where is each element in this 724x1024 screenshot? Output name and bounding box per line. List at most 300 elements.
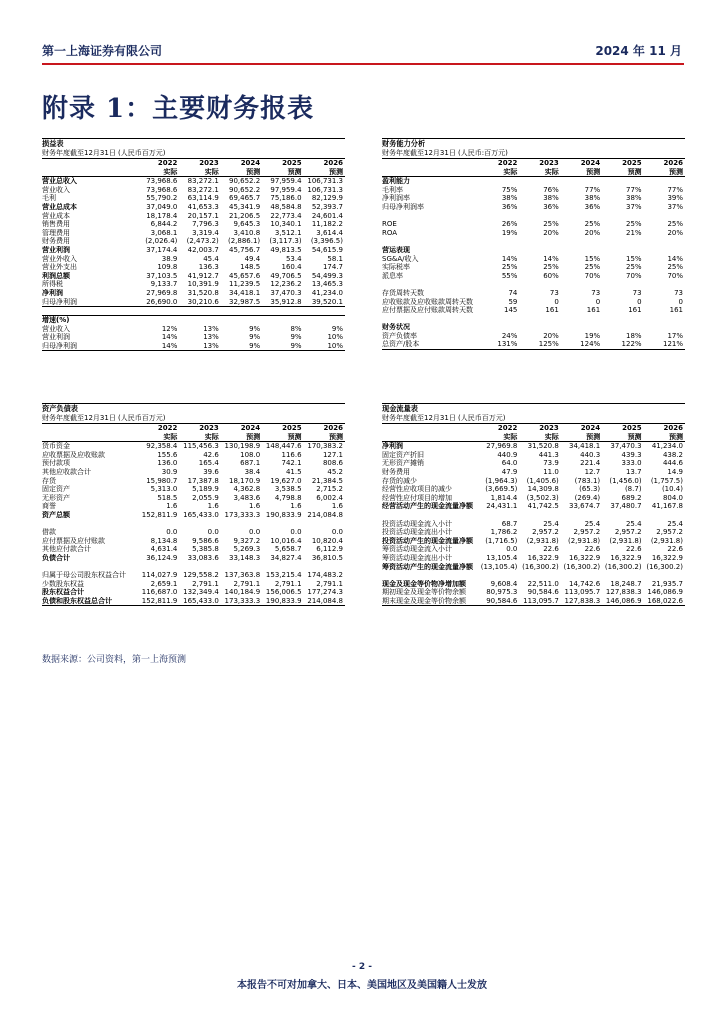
row-value: 47.9 — [501, 467, 518, 476]
row-value: 10,016.4 — [270, 536, 302, 545]
table-row — [382, 563, 685, 572]
row-value: 190,833.9 — [262, 597, 303, 606]
row-value: 174.7 — [322, 263, 343, 272]
row-value: 168,022.6 — [644, 597, 685, 606]
row-value: 22.6 — [625, 545, 642, 554]
row-label: 预付款项 — [42, 459, 70, 468]
row-value: 22,773.4 — [270, 211, 302, 220]
row-value: 90,584.6 — [478, 597, 519, 606]
row-label: 净利润率 — [382, 194, 410, 203]
row-value: 26% — [501, 220, 518, 229]
row-label: 营业外收入 — [42, 254, 77, 263]
row-label: 现金及现金等价物净增加额 — [382, 579, 466, 588]
header-blank — [42, 424, 138, 433]
row-value: 214,084.8 — [304, 597, 345, 606]
row-value: 74 — [508, 288, 518, 297]
row-label: 投资活动产生的现金流量净额 — [382, 536, 473, 545]
row-label: 净利润 — [42, 288, 63, 297]
row-value: 14% — [138, 342, 179, 351]
row-label: 投资活动现金流出小计 — [382, 528, 452, 537]
row-value: 37,480.7 — [610, 502, 642, 511]
row-value: (2,931.8) — [650, 536, 683, 545]
row-value: 18,170.9 — [229, 476, 261, 485]
row-value — [519, 280, 560, 289]
row-value: 45,341.9 — [229, 202, 261, 211]
row-value: (13,105.4) — [480, 562, 518, 571]
row-value: 37,470.3 — [270, 288, 302, 297]
row-value: 161 — [628, 306, 642, 315]
row-value: 1,786.2 — [490, 528, 518, 537]
table-row — [382, 451, 685, 460]
row-value: 106,731.3 — [307, 185, 343, 194]
row-value: (3,669.5) — [485, 485, 518, 494]
row-value: 70% — [667, 271, 683, 280]
row-value: 45,657.6 — [229, 271, 261, 280]
row-value: 146,086.9 — [602, 597, 643, 606]
row-value: 82,129.9 — [311, 194, 343, 203]
row-value: 2,791.1 — [316, 579, 343, 588]
year-cell: 2026 — [323, 159, 343, 167]
row-value: 18,248.7 — [610, 579, 642, 588]
row-value: 42.6 — [203, 450, 219, 459]
row-value: 10,391.9 — [187, 280, 219, 289]
row-value: 148,447.6 — [265, 442, 302, 451]
col-type-cell: 实际 — [519, 168, 560, 177]
row-label: 经营性应付项目的增加 — [382, 493, 452, 502]
row-label: 存货的减少 — [382, 476, 417, 485]
row-value: 11,182.2 — [311, 220, 343, 229]
table-row — [382, 468, 685, 477]
row-value: 49,813.5 — [270, 245, 302, 254]
row-label: 营业利润 — [42, 245, 70, 254]
year-cell: 2023 — [199, 424, 219, 432]
row-value: 4,362.8 — [233, 485, 261, 494]
row-value — [644, 280, 685, 289]
row-value: 36% — [543, 202, 559, 211]
row-value: 75% — [501, 185, 518, 194]
col-type-cell: 预测 — [602, 168, 643, 177]
cashflow-table — [382, 424, 685, 606]
row-value: 26,690.0 — [138, 298, 179, 307]
cashflow-type-header — [382, 433, 685, 442]
row-value — [519, 212, 560, 221]
row-value: 18% — [626, 331, 642, 340]
row-value: 27,969.8 — [146, 288, 178, 297]
table-row — [382, 502, 685, 511]
row-value: 160.4 — [281, 263, 302, 272]
row-value: 2,055.9 — [192, 493, 219, 502]
row-value: 0.0 — [290, 528, 302, 537]
row-value: 161 — [586, 306, 601, 315]
header-blank — [42, 433, 138, 442]
row-value: 9,133.7 — [150, 280, 178, 289]
row-value: 113,095.7 — [564, 588, 601, 597]
row-value: (3,117.3) — [269, 237, 302, 246]
row-value: 25% — [543, 263, 559, 272]
row-value: 124% — [561, 340, 602, 349]
row-value: 1.6 — [166, 502, 178, 511]
row-value: 0 — [554, 297, 559, 306]
row-value: 38.4 — [244, 467, 261, 476]
table-row — [42, 580, 345, 589]
row-value — [644, 212, 685, 221]
row-value: 115,456.3 — [183, 442, 219, 451]
row-value: (1,456.0) — [609, 476, 642, 485]
table-row — [42, 459, 345, 468]
row-value: 10% — [327, 333, 343, 342]
row-value: 31,520.8 — [187, 288, 219, 297]
row-value: 12.7 — [584, 467, 601, 476]
row-value: 36,810.5 — [311, 553, 343, 562]
row-value: 14% — [667, 254, 683, 263]
row-value: 37,470.3 — [610, 442, 642, 451]
col-type-cell: 实际 — [138, 433, 179, 442]
row-value: 444.6 — [662, 459, 683, 468]
row-value: 14.9 — [667, 467, 683, 476]
income-statement-panel — [42, 138, 345, 351]
row-value: 27,969.8 — [486, 442, 518, 451]
ratios-type-header — [382, 168, 685, 177]
row-value: 34,418.1 — [229, 288, 261, 297]
row-label: 存货周转天数 — [382, 288, 424, 297]
table-row — [382, 272, 685, 281]
balance-sheet-panel — [42, 403, 345, 606]
row-value: 14% — [161, 333, 178, 342]
row-value: 15% — [584, 254, 601, 263]
row-value: 3,483.6 — [233, 493, 261, 502]
row-value: 37% — [626, 202, 642, 211]
row-value: 3,538.5 — [274, 485, 302, 494]
row-value: 73.9 — [543, 459, 559, 468]
row-value: 25.4 — [625, 519, 642, 528]
section-row — [382, 323, 685, 332]
row-value: 38% — [584, 194, 601, 203]
header-blank — [382, 433, 478, 442]
row-value: 45.4 — [203, 254, 219, 263]
table-row — [42, 212, 345, 221]
row-value: 25.4 — [584, 519, 601, 528]
row-label: 其他应收款合计 — [42, 467, 91, 476]
row-value: 137,363.8 — [224, 571, 261, 580]
row-value: 5,189.9 — [192, 485, 219, 494]
row-value: 55,790.2 — [146, 194, 178, 203]
table-row — [42, 263, 345, 272]
row-value: 131% — [478, 340, 519, 349]
row-label: 期末现金及现金等价物余额 — [382, 597, 478, 606]
report-date: 2024 年 11 月 — [595, 44, 682, 58]
table-row — [42, 203, 345, 212]
row-value: 36,124.9 — [146, 553, 178, 562]
row-value: 31,520.8 — [527, 442, 559, 451]
row-value: 73 — [591, 288, 601, 297]
row-label: 实际税率 — [382, 263, 410, 272]
year-cell: 2025 — [282, 424, 302, 432]
row-value: (16,300.2) — [646, 562, 683, 571]
row-label: 负债和股东权益总合计 — [42, 597, 138, 606]
row-label: 其他应付款合计 — [42, 545, 91, 554]
row-value: 21,384.5 — [311, 476, 343, 485]
header-blank — [382, 159, 478, 168]
row-value: 53.4 — [285, 254, 302, 263]
spacer-row — [382, 237, 685, 246]
row-value: 13% — [203, 324, 219, 333]
col-type-cell: 预测 — [221, 433, 262, 442]
col-type-cell: 预测 — [602, 433, 643, 442]
row-value: 0.0 — [506, 545, 518, 554]
row-value: 83,272.1 — [187, 177, 219, 186]
table-row — [382, 255, 685, 264]
row-value: 17% — [667, 331, 683, 340]
row-value: 438.2 — [662, 450, 683, 459]
col-type-cell: 预测 — [221, 168, 262, 177]
row-label: 少数股东权益 — [42, 579, 84, 588]
table-row — [42, 451, 345, 460]
row-value: 2,791.1 — [192, 579, 219, 588]
row-value: 49,706.5 — [270, 271, 302, 280]
table-row — [382, 203, 685, 212]
row-value: 2,659.1 — [150, 579, 178, 588]
year-cell: 2022 — [157, 424, 178, 432]
row-value: 63,114.9 — [187, 194, 219, 203]
table-row — [382, 580, 685, 589]
row-label: 经营活动产生的现金流量净额 — [382, 502, 473, 511]
table-row — [42, 442, 345, 451]
col-type-cell: 实际 — [179, 168, 220, 177]
row-value: 97,959.4 — [270, 185, 302, 194]
row-value: 0.0 — [207, 528, 219, 537]
table-row — [382, 340, 685, 349]
row-value: 25% — [667, 220, 683, 229]
row-value: 6,844.2 — [150, 220, 178, 229]
row-value: 77% — [626, 185, 642, 194]
row-value: 106,731.3 — [307, 177, 343, 186]
row-value: 41,167.8 — [651, 502, 683, 511]
footer-disclaimer: 本报告不可对加拿大、日本、美国地区及美国籍人士发放 — [237, 980, 487, 991]
row-label: 归母净利润 — [42, 298, 138, 307]
row-value: 9% — [221, 342, 262, 351]
row-value: 41,234.0 — [311, 288, 343, 297]
row-value: 39% — [667, 194, 683, 203]
row-label: 资产负债率 — [382, 331, 417, 340]
table-row — [382, 298, 685, 307]
row-value: 156,006.5 — [265, 588, 302, 597]
year-cell: 2023 — [539, 424, 559, 432]
row-value: (1,964.3) — [485, 476, 518, 485]
row-label: 无形资产 — [42, 493, 70, 502]
row-label: 应收账款及应收账款周转天数 — [382, 297, 473, 306]
table-row — [42, 545, 345, 554]
row-value: (16,300.2) — [604, 562, 642, 571]
row-value: 90,652.2 — [229, 177, 261, 186]
header-blank — [42, 159, 138, 168]
row-value: 3,614.4 — [316, 228, 343, 237]
row-value: 221.4 — [580, 459, 601, 468]
balance-subtitle: 财务年度截至12月31日 (人民币百万元) — [42, 414, 345, 424]
cashflow-year-header — [382, 424, 685, 433]
row-value: 36% — [501, 202, 518, 211]
table-row — [42, 220, 345, 229]
table-row — [42, 194, 345, 203]
row-value: 9,327.2 — [233, 536, 261, 545]
row-value: 9% — [290, 333, 302, 342]
row-label: 股东权益合计 — [42, 588, 84, 597]
row-value: 30,210.6 — [179, 298, 220, 307]
row-label: 利润总额 — [42, 271, 70, 280]
row-value: 165.4 — [198, 459, 219, 468]
table-row — [42, 597, 345, 606]
row-value: 41,653.3 — [187, 202, 219, 211]
spacer-row — [42, 520, 345, 529]
row-label: 应收票据及应收账款 — [42, 450, 105, 459]
row-value: (3,502.3) — [526, 493, 559, 502]
row-value: 12% — [161, 324, 178, 333]
row-value: 70% — [584, 271, 601, 280]
row-label: 营业收入 — [42, 324, 70, 333]
table-row — [42, 280, 345, 289]
row-value: 17,387.8 — [187, 476, 219, 485]
row-value: 153,215.4 — [265, 571, 302, 580]
row-value: 73 — [674, 288, 683, 297]
row-value: 518.5 — [157, 493, 178, 502]
row-value: 97,959.4 — [270, 177, 302, 186]
row-value: 127,838.3 — [605, 588, 642, 597]
row-value: 1.6 — [331, 502, 343, 511]
col-type-cell: 实际 — [179, 433, 220, 442]
row-value: 39,520.1 — [304, 298, 345, 307]
row-label: 管理费用 — [42, 228, 70, 237]
table-row — [382, 545, 685, 554]
row-value: 34,418.1 — [569, 442, 601, 451]
col-type-cell: 实际 — [138, 168, 179, 177]
col-type-cell: 实际 — [478, 168, 519, 177]
row-value: 11.0 — [543, 467, 559, 476]
spacer-row — [382, 315, 685, 324]
row-value: 21,206.5 — [229, 211, 261, 220]
balance-type-header — [42, 433, 345, 442]
table-row — [42, 186, 345, 195]
table-row — [42, 246, 345, 255]
row-value: 13.7 — [625, 467, 642, 476]
col-type-cell: 预测 — [304, 168, 345, 177]
row-value: 4,798.8 — [274, 493, 302, 502]
table-row — [42, 571, 345, 580]
table-row — [42, 177, 345, 186]
row-value: 33,674.7 — [569, 502, 601, 511]
table-row — [42, 333, 345, 342]
row-value — [561, 280, 602, 289]
year-cell: 2022 — [497, 159, 518, 167]
row-value: 70% — [626, 271, 642, 280]
row-value: 14% — [543, 254, 559, 263]
row-label: 营业总收入 — [42, 177, 77, 186]
row-value: 9,608.4 — [490, 579, 518, 588]
income-table — [42, 159, 345, 307]
row-value: 54,499.3 — [311, 271, 343, 280]
row-label: 营业利润 — [42, 333, 70, 342]
growth-title: 增速(%) — [42, 315, 345, 325]
row-value: 49.4 — [244, 254, 261, 263]
row-value: 38% — [543, 194, 559, 203]
ratios-title: 财务能力分析 — [382, 138, 685, 149]
row-value: 6,112.9 — [316, 545, 343, 554]
row-value: 127,838.3 — [561, 597, 602, 606]
row-label: 固定资产折旧 — [382, 450, 424, 459]
row-value: 32,987.5 — [221, 298, 262, 307]
row-value: 10,340.1 — [270, 220, 302, 229]
row-value: (65.3) — [579, 485, 601, 494]
year-cell: 2026 — [663, 159, 683, 167]
table-row — [42, 325, 345, 334]
row-label: 筹资活动现金流入小计 — [382, 545, 452, 554]
row-label: ROE — [382, 220, 397, 229]
section-row — [382, 177, 685, 186]
income-year-header — [42, 159, 345, 168]
row-value: 38.9 — [161, 254, 178, 263]
row-value: 108.0 — [240, 450, 261, 459]
col-type-cell: 预测 — [561, 168, 602, 177]
row-value: 25.4 — [543, 519, 559, 528]
row-value: 37,174.4 — [146, 245, 178, 254]
year-cell: 2026 — [323, 424, 343, 432]
table-row — [382, 520, 685, 529]
row-value: 177,274.3 — [307, 588, 343, 597]
year-cell: 2024 — [240, 424, 261, 432]
row-value: 83,272.1 — [187, 185, 219, 194]
row-value: 42,003.7 — [187, 245, 219, 254]
row-value: 121% — [644, 340, 685, 349]
row-value: 333.0 — [621, 459, 642, 468]
row-value: 127.1 — [322, 450, 343, 459]
row-value: 5,313.0 — [150, 485, 178, 494]
row-value — [602, 280, 643, 289]
row-value: 132,349.4 — [183, 588, 219, 597]
row-label: 财务费用 — [42, 237, 70, 246]
row-value: 64.0 — [501, 459, 518, 468]
table-row — [42, 342, 345, 351]
table-row — [382, 485, 685, 494]
cashflow-title: 现金流量表 — [382, 403, 685, 414]
row-value: 20,157.1 — [187, 211, 219, 220]
col-type-cell: 实际 — [478, 433, 519, 442]
table-row — [42, 502, 345, 511]
row-value: 6,002.4 — [316, 493, 343, 502]
table-row — [42, 477, 345, 486]
row-value: 13,465.3 — [311, 280, 343, 289]
row-value: 0.0 — [249, 528, 261, 537]
row-value: 45.2 — [327, 467, 343, 476]
row-value: 9% — [331, 324, 343, 333]
row-value: 804.0 — [662, 493, 683, 502]
row-value: 161 — [545, 306, 559, 315]
row-value: 214,084.8 — [307, 510, 343, 519]
row-value: 441.3 — [538, 450, 559, 459]
table-row — [382, 554, 685, 563]
row-value: 1,814.4 — [490, 493, 518, 502]
row-value: 36% — [584, 202, 601, 211]
year-cell: 2024 — [580, 424, 601, 432]
row-label: 派息率 — [382, 271, 403, 280]
row-value: 41.5 — [285, 467, 302, 476]
row-value: 25% — [584, 220, 601, 229]
row-value — [561, 212, 602, 221]
table-row — [382, 528, 685, 537]
row-label: 归母净利润率 — [382, 202, 424, 211]
table-row — [382, 537, 685, 546]
row-label: 筹资活动现金流出小计 — [382, 553, 452, 562]
row-value: 55% — [501, 271, 518, 280]
table-row — [42, 485, 345, 494]
row-value: 3,410.8 — [233, 228, 261, 237]
